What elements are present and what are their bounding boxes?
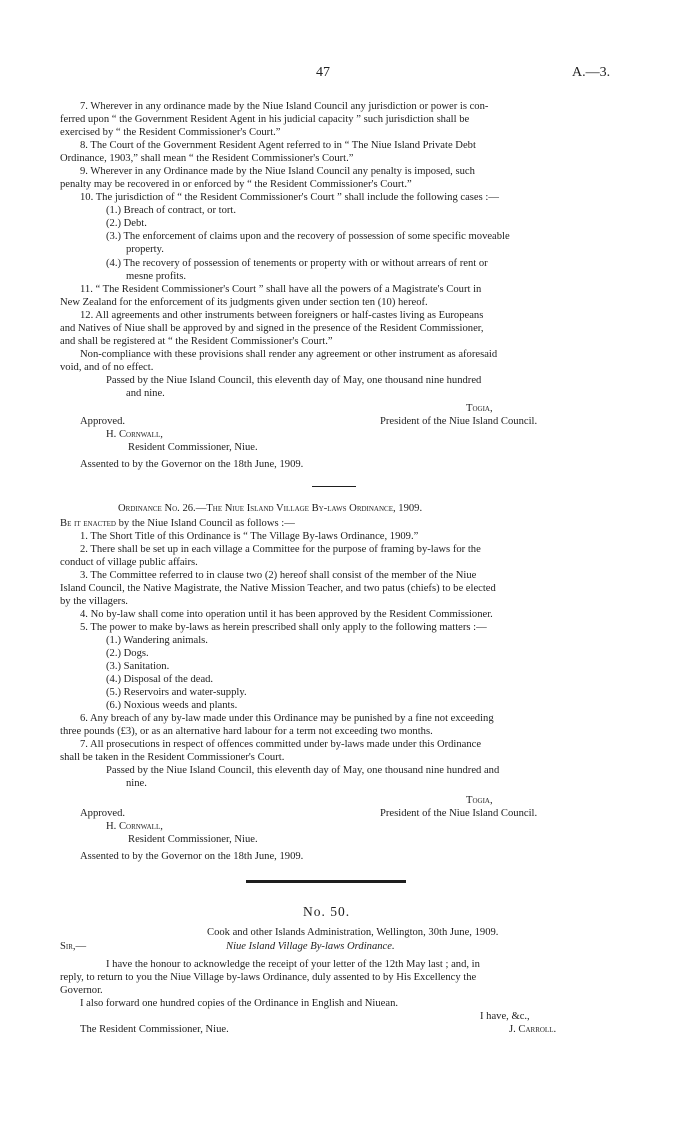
paragraph-line: 8. The Court of the Government Resident Agent referred to in “ The Niue Island Private Debt [80, 140, 476, 151]
passed-line: and nine. [126, 388, 165, 399]
salutation: Sir,— [60, 941, 87, 952]
ordinance-title: Ordinance No. 26.—The Niue Island Village By-laws Ordinance, 1909. [118, 503, 423, 514]
paragraph-line: 2. There shall be set up in each village a Committee for the purpose of framing by-laws for the [80, 544, 481, 555]
paragraph-line: conduct of village public affairs. [60, 557, 198, 568]
signer-name: Togia, [466, 403, 493, 414]
paragraph-line: Non-compliance with these provisions shall render any agreement or other instrument as aforesaid [80, 349, 498, 360]
letter-body-line: I also forward one hundred copies of the Ordinance in English and Niuean. [80, 998, 399, 1009]
section-divider [312, 486, 356, 487]
paragraph-line: by the villagers. [60, 596, 128, 607]
list-item: (2.) Dogs. [106, 648, 149, 659]
approved-label: Approved. [80, 416, 126, 427]
signer-name: Togia, [466, 795, 493, 806]
list-item: (4.) The recovery of possession of tenements or property with or without arrears of rent or [106, 258, 488, 269]
approver-title: Resident Commissioner, Niue. [128, 834, 258, 845]
paragraph-line: 7. All prosecutions in respect of offences committed under by-laws made under this Ordinance [80, 739, 482, 750]
letter-dateline: Cook and other Islands Administration, Wellington, 30th June, 1909. [207, 927, 499, 938]
paragraph-line: and shall be registered at “ the Resident Commissioner's Court.” [60, 336, 333, 347]
letter-addressee: The Resident Commissioner, Niue. [80, 1024, 229, 1035]
paragraph-line: 4. No by-law shall come into operation until it has been approved by the Resident Commissioner. [80, 609, 493, 620]
paragraph-line: 7. Wherever in any ordinance made by the Niue Island Council any jurisdiction or power is con- [80, 101, 489, 112]
assent-line: Assented to by the Governor on the 18th June, 1909. [80, 459, 304, 470]
passed-line: nine. [126, 778, 147, 789]
paragraph-line: three pounds (£3), or as an alternative hard labour for a term not exceeding two months. [60, 726, 433, 737]
section-code: A.—3. [572, 65, 611, 80]
paragraph-line: 10. The jurisdiction of “ the Resident Commissioner's Court ” shall include the following cases :— [80, 192, 499, 203]
paragraph-line: void, and of no effect. [60, 362, 154, 373]
signer-title: President of the Niue Island Council. [380, 416, 538, 427]
approver-name: H. Cornwall, [106, 429, 163, 440]
paragraph-line: 6. Any breach of any by-law made under this Ordinance may be punished by a fine not exceeding [80, 713, 494, 724]
letter-number: No. 50. [303, 904, 351, 919]
heavy-divider [246, 880, 406, 883]
list-item: (1.) Wandering animals. [106, 635, 208, 646]
paragraph-line: 5. The power to make by-laws as herein prescribed shall only apply to the following matters :— [80, 622, 487, 633]
list-item: (5.) Reservoirs and water-supply. [106, 687, 247, 698]
paragraph-line: exercised by “ the Resident Commissioner's Court.” [60, 127, 281, 138]
letter-signer: J. Carroll. [509, 1024, 557, 1035]
list-item: (3.) Sanitation. [106, 661, 170, 672]
list-item: (2.) Debt. [106, 218, 147, 229]
paragraph-line: penalty may be recovered in or enforced by “ the Resident Commissioner's Court.” [60, 179, 412, 190]
list-item-continuation: property. [126, 244, 164, 255]
signer-title: President of the Niue Island Council. [380, 808, 538, 819]
paragraph-line: 12. All agreements and other instruments between foreigners or half-castes living as Europeans [80, 310, 484, 321]
paragraph-line: shall be taken in the Resident Commissioner's Court. [60, 752, 285, 763]
letter-body-line: I have the honour to acknowledge the receipt of your letter of the 12th May last ; and, in [106, 959, 480, 970]
approver-name: H. Cornwall, [106, 821, 163, 832]
enacting-clause [60, 517, 295, 530]
paragraph-line: 9. Wherever in any Ordinance made by the Niue Island Council any penalty is imposed, such [80, 166, 475, 177]
list-item: (4.) Disposal of the dead. [106, 674, 214, 685]
paragraph-line: Island Council, the Native Magistrate, the Native Mission Teacher, and two patus (chiefs) to be elected [60, 583, 496, 594]
paragraph-line: Ordinance, 1903,” shall mean “ the Resident Commissioner's Court.” [60, 153, 354, 164]
approved-label: Approved. [80, 808, 126, 819]
letter-closing: I have, &c., [480, 1011, 530, 1022]
approver-title: Resident Commissioner, Niue. [128, 442, 258, 453]
list-item-continuation: mesne profits. [126, 271, 187, 282]
enacting-rest: by the Niue Island Council as follows :— [115, 518, 295, 529]
paragraph-line: ferred upon “ the Government Resident Agent in his judicial capacity ” such jurisdiction shall be [60, 114, 470, 125]
letter-subject: Niue Island Village By-laws Ordinance. [226, 941, 395, 952]
list-item: (3.) The enforcement of claims upon and the recovery of possession of some specific moveable [106, 231, 510, 242]
letter-body-line: Governor. [60, 985, 103, 996]
passed-line: Passed by the Niue Island Council, this eleventh day of May, one thousand nine hundred [106, 375, 482, 386]
letter-body-line: reply, to return to you the Niue Village by-laws Ordinance, duly assented to by His Excellency the [60, 972, 477, 983]
paragraph-line: 1. The Short Title of this Ordinance is “ The Village By-laws Ordinance, 1909.” [80, 531, 419, 542]
assent-line: Assented to by the Governor on the 18th June, 1909. [80, 851, 304, 862]
passed-line: Passed by the Niue Island Council, this eleventh day of May, one thousand nine hundred and [106, 765, 500, 776]
page-number: 47 [316, 65, 330, 80]
paragraph-line: 11. “ The Resident Commissioner's Court ” shall have all the powers of a Magistrate's Court in [80, 284, 482, 295]
enacting-lead: Be it enacted [60, 518, 116, 529]
paragraph-line: and Natives of Niue shall be approved by and signed in the presence of the Resident Commissioner, [60, 323, 484, 334]
paragraph-line: 3. The Committee referred to in clause two (2) hereof shall consist of the member of the Niue [80, 570, 477, 581]
list-item: (1.) Breach of contract, or tort. [106, 205, 237, 216]
paragraph-line: New Zealand for the enforcement of its judgments given under section ten (10) hereof. [60, 297, 428, 308]
list-item: (6.) Noxious weeds and plants. [106, 700, 238, 711]
